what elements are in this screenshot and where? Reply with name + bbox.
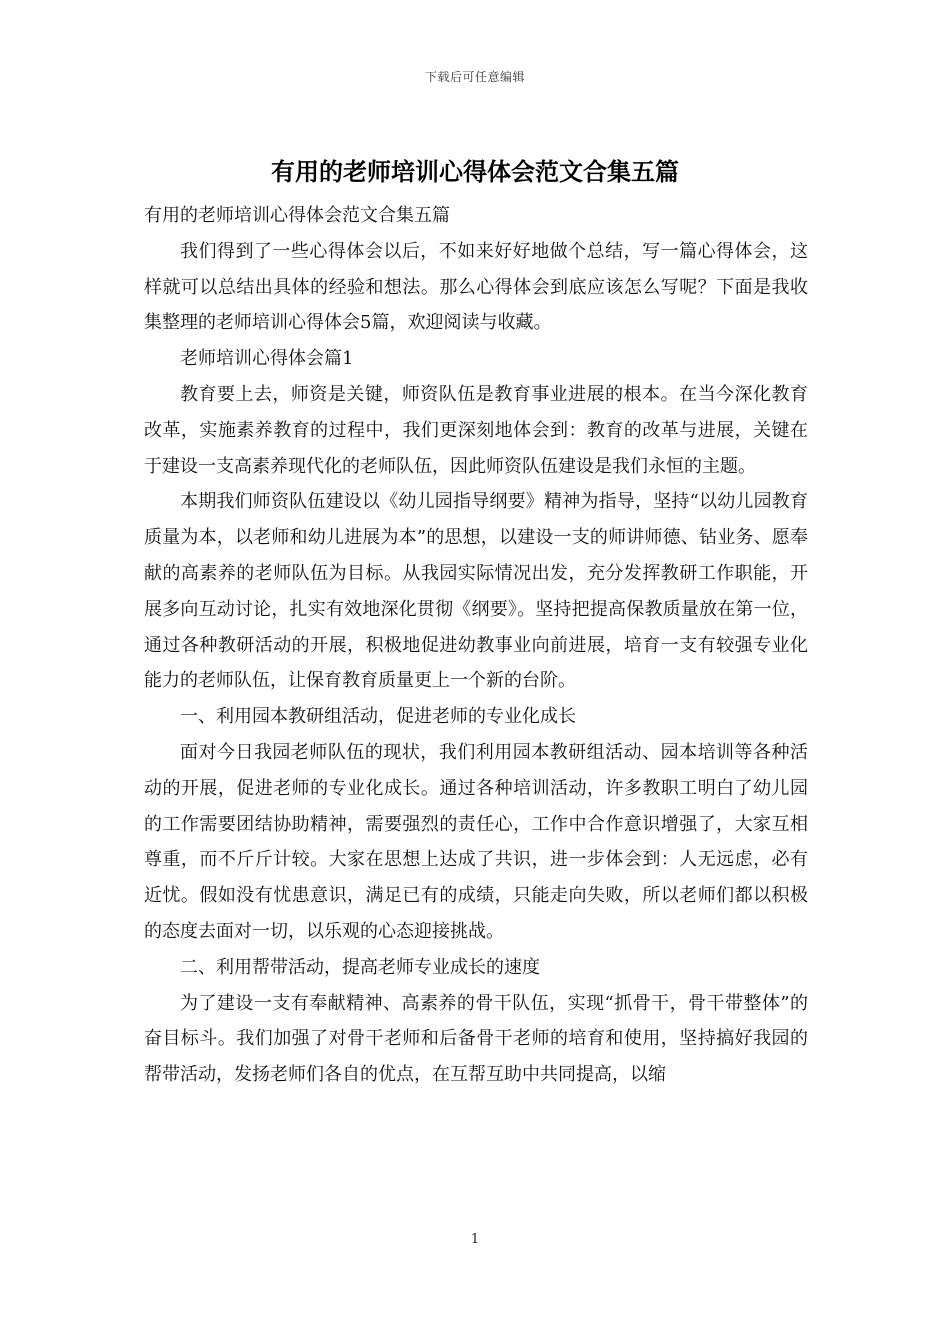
paragraph: 本期我们师资队伍建设以《幼儿园指导纲要》精神为指导，坚持“以幼儿园教育质量为本，以老师和幼儿进展为本”的思想，以建设一支的师讲师德、钻业务、愿奉献的高素养的老师队伍为目标。从我园实际情况出发，充分发挥教研工作职能，开展多向互动讨论，扎实有效地深化贯彻《纲要》。坚持把提高保教质量放在第一位，通过各种教研活动的开展，积极地促进幼教事业向前进展，培育一支有较强专业化能力的老师队伍，让保育教育质量更上一个新的台阶。	[144, 491, 808, 692]
paragraph: 面对今日我园老师队伍的现状，我们利用园本教研组活动、园本培训等各种活动的开展，促进老师的专业化成长。通过各种培训活动，许多教职工明白了幼儿园的工作需要团结协助精神，需要强烈的责任心，工作中合作意识增强了，大家互相尊重，而不斤斤计较。大家在思想上达成了共识，进一步体会到：人无远虑，必有近忧。假如没有忧患意识，满足已有的成绩，只能走向失败，所以老师们都以积极的态度去面对一切，以乐观的心态迎接挑战。	[144, 741, 808, 942]
paragraph: 为了建设一支有奉献精神、高素养的骨干队伍，实现“抓骨干，骨干带整体”的奋目标斗。我们加强了对骨干老师和后备骨干老师的培育和使用，坚持搞好我园的帮带活动，发扬老师们各自的优点，在互帮互助中共同提高，以缩	[144, 992, 808, 1086]
paragraph-subtitle: 有用的老师培训心得体会范文合集五篇	[144, 205, 450, 226]
paragraph-intro: 我们得到了一些心得体会以后，不如来好好地做个总结，写一篇心得体会，这样就可以总结出具体的经验和想法。那么心得体会到底应该怎么写呢？下面是我收集整理的老师培训心得体会5篇，欢迎阅读与收藏。	[144, 240, 808, 334]
section-heading-1: 一、利用园本教研组活动，促进老师的专业化成长	[180, 706, 576, 728]
page-number: 1	[470, 1232, 480, 1247]
paragraph: 教育要上去，师资是关键，师资队伍是教育事业进展的根本。在当今深化教育改革，实施素养教育的过程中，我们更深刻地体会到：教育的改革与进展，关键在于建设一支高素养现代化的老师队伍，因此师资队伍建设是我们永恒的主题。	[144, 383, 808, 477]
section-heading-article-1: 老师培训心得体会篇1	[180, 348, 354, 370]
document-body	[144, 198, 808, 1093]
header-note: 下载后可任意编辑	[424, 70, 525, 84]
document-title: 有用的老师培训心得体会范文合集五篇	[271, 157, 679, 186]
section-heading-2: 二、利用帮带活动，提高老师专业成长的速度	[180, 956, 540, 978]
